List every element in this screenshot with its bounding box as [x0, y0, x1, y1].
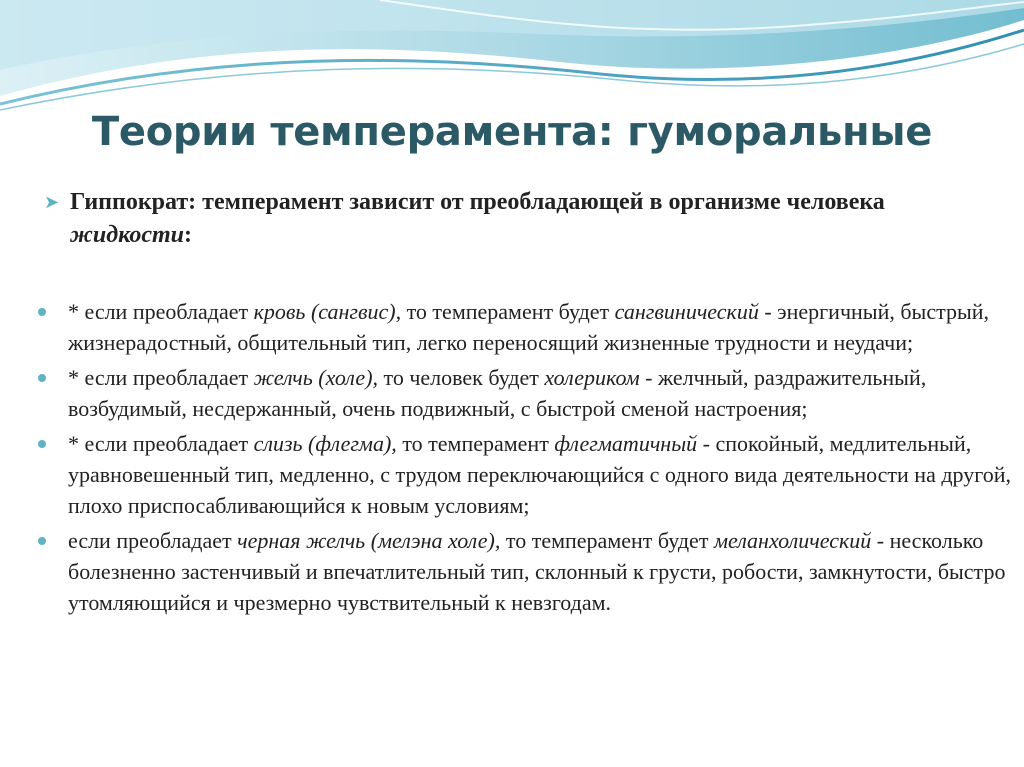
arrow-bullet-icon: ➤ — [44, 192, 60, 213]
round-bullet-icon — [38, 537, 46, 545]
intro-text: Гиппократ: темперамент зависит от преобладающей в организме человека жидкости: — [70, 189, 885, 248]
temperament-list — [34, 296, 1014, 622]
list-item: * если преобладает кровь (сангвис), то темперамент будет сангвинический - энергичный, быстрый, жизнерадостный, общительный тип, легко переносящий жизненные трудности и неудачи; — [34, 296, 1014, 358]
round-bullet-icon — [38, 308, 46, 316]
list-item: * если преобладает слизь (флегма), то темперамент флегматичный - спокойный, медлительный, уравновешенный тип, медленно, с трудом переключающийся с одного вида деятельности на другой, плохо приспосабливающийся к новым условиям; — [34, 428, 1014, 521]
list-item: * если преобладает желчь (холе), то человек будет холериком - желчный, раздражительный, возбудимый, несдержанный, очень подвижный, с быстрой сменой настроения; — [34, 362, 1014, 424]
round-bullet-icon — [38, 440, 46, 448]
intro-point — [44, 186, 974, 252]
list-item: если преобладает черная желчь (мелэна холе), то темперамент будет меланхолический - несколько болезненно застенчивый и впечатлительный тип, склонный к грусти, робости, замкнутости, быстро утомляющийся и чрезмерно чувствительный к невзгодам. — [34, 525, 1014, 618]
round-bullet-icon — [38, 374, 46, 382]
slide-title: Теории темперамента: гуморальные — [91, 109, 933, 155]
